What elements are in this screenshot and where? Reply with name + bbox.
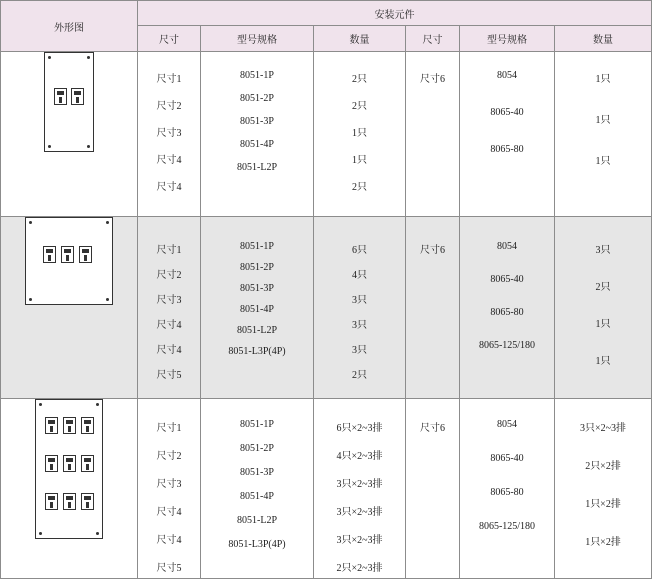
qty-cell-2 [555,399,652,579]
table-row [1,217,652,399]
list-item: 8051-1P [240,419,274,430]
list-item: 2只×2排 [585,461,621,472]
cell-list [460,217,554,351]
list-item: 8051-L2P [237,162,277,173]
list-item: 8065-40 [490,453,524,464]
list-item: 3只 [352,295,367,306]
outline-header: 外形图 [1,1,138,52]
list-item: 2只 [352,182,367,193]
model-cell-2 [460,399,555,579]
list-item: 8051-L2P [237,515,277,526]
cell-list [201,399,313,550]
list-item: 1只 [595,156,611,167]
cell-list [460,399,554,532]
breaker-icon [81,417,94,434]
breaker-icon [43,246,56,263]
list-item: 2只 [352,101,367,112]
list-item: 8065-80 [490,144,524,155]
qty-cell-2 [555,217,652,399]
col-header-qty: 数量 [314,26,406,52]
list-item: 3只×2~3排 [336,507,383,518]
enclosure-panel-3-drawing [35,399,103,539]
list-item: 1只 [595,115,611,126]
breaker-icon [63,417,76,434]
cell-list [201,217,313,357]
breaker-icon [45,417,58,434]
list-item: 尺寸1 [156,74,182,85]
list-item: 尺寸1 [156,423,182,434]
cell-list [555,217,651,367]
list-item: 尺寸5 [156,370,182,381]
list-item: 1只 [352,128,367,139]
install-components-header: 安装元件 [138,1,652,26]
size-cell [138,52,201,217]
cell-list [460,52,554,155]
list-item: 8051-2P [240,93,274,104]
cell-list [406,399,459,434]
list-item: 尺寸2 [156,451,182,462]
list-item: 8054 [497,241,517,252]
outline-figure-cell [1,52,138,217]
size-cell [138,217,201,399]
list-item: 8051-4P [240,304,274,315]
list-item: 8051-3P [240,283,274,294]
cell-list [406,52,459,85]
list-item: 8051-2P [240,443,274,454]
size-cell-2 [406,217,460,399]
list-item: 1只×2排 [585,537,621,548]
list-item: 尺寸4 [156,345,182,356]
list-item: 尺寸4 [156,182,182,193]
list-item: 6只 [352,245,367,256]
cell-list [138,52,200,193]
breaker-icon [63,455,76,472]
col-header-size: 尺寸 [138,26,201,52]
list-item: 尺寸4 [156,535,182,546]
model-cell [201,399,314,579]
list-item: 尺寸4 [156,507,182,518]
list-item: 8065-80 [490,307,524,318]
list-item: 1只 [595,356,611,367]
list-item: 8065-125/180 [478,340,536,351]
cell-list [314,217,405,381]
list-item: 1只 [352,155,367,166]
cell-list [406,217,459,256]
breaker-icon [81,493,94,510]
enclosure-panel-1-drawing [44,52,94,152]
list-item: 4只 [352,270,367,281]
list-item: 8051-L2P [237,325,277,336]
list-item: 尺寸2 [156,101,182,112]
list-item: 尺寸5 [156,563,182,574]
col-header-model-2: 型号规格 [460,26,555,52]
table-row [1,52,652,217]
list-item: 3只×2~3排 [336,479,383,490]
cell-list [138,217,200,381]
model-cell-2 [460,52,555,217]
list-item: 3只 [595,245,611,256]
list-item: 尺寸6 [420,74,445,85]
list-item: 8065-40 [490,107,524,118]
list-item: 8051-2P [240,262,274,273]
list-item: 3只×2~3排 [336,535,383,546]
list-item: 2只 [352,74,367,85]
list-item: 8051-L3P(4P) [228,539,286,550]
list-item: 8051-1P [240,241,274,252]
breaker-icon [79,246,92,263]
list-item: 尺寸4 [156,320,182,331]
breaker-icon [54,88,67,105]
list-item: 尺寸6 [420,245,445,256]
list-item: 3只×2~3排 [579,423,627,434]
list-item: 8054 [497,419,517,430]
list-item: 4只×2~3排 [336,451,383,462]
list-item: 2只 [352,370,367,381]
breaker-icon [45,455,58,472]
cell-list [555,52,651,167]
enclosure-panel-2-drawing [25,217,113,305]
model-cell [201,52,314,217]
breaker-icon [81,455,94,472]
list-item: 尺寸2 [156,270,182,281]
list-item: 3只 [352,320,367,331]
table-row [1,399,652,579]
breaker-icon [63,493,76,510]
list-item: 8051-4P [240,139,274,150]
list-item: 2只 [595,282,611,293]
list-item: 8051-3P [240,116,274,127]
qty-cell [314,52,406,217]
qty-cell [314,399,406,579]
list-item: 6只×2~3排 [336,423,383,434]
list-item: 8051-3P [240,467,274,478]
cell-list [555,399,651,548]
cell-list [201,52,313,173]
breaker-icon [45,493,58,510]
list-item: 2只×2~3排 [336,563,383,574]
list-item: 8065-40 [490,274,524,285]
list-item: 尺寸6 [420,423,445,434]
breaker-icon [61,246,74,263]
list-item: 1只 [595,74,611,85]
list-item: 8051-1P [240,70,274,81]
col-header-size-2: 尺寸 [406,26,460,52]
list-item: 8065-125/180 [478,521,536,532]
list-item: 尺寸4 [156,155,182,166]
list-item: 尺寸1 [156,245,182,256]
list-item: 尺寸3 [156,128,182,139]
col-header-qty-2: 数量 [555,26,652,52]
list-item: 8051-L3P(4P) [228,346,286,357]
size-cell-2 [406,52,460,217]
size-cell [138,399,201,579]
cell-list [314,399,405,574]
outline-figure-cell [1,217,138,399]
list-item: 尺寸3 [156,479,182,490]
list-item: 1只 [595,319,611,330]
size-cell-2 [406,399,460,579]
list-item: 3只 [352,345,367,356]
model-cell-2 [460,217,555,399]
qty-cell-2 [555,52,652,217]
list-item: 8065-80 [490,487,524,498]
model-cell [201,217,314,399]
breaker-icon [71,88,84,105]
col-header-model: 型号规格 [201,26,314,52]
list-item: 8054 [497,70,517,81]
cell-list [314,52,405,193]
list-item: 尺寸3 [156,295,182,306]
list-item: 1只×2排 [585,499,621,510]
qty-cell [314,217,406,399]
list-item: 8051-4P [240,491,274,502]
cell-list [138,399,200,574]
outline-figure-cell [1,399,138,579]
